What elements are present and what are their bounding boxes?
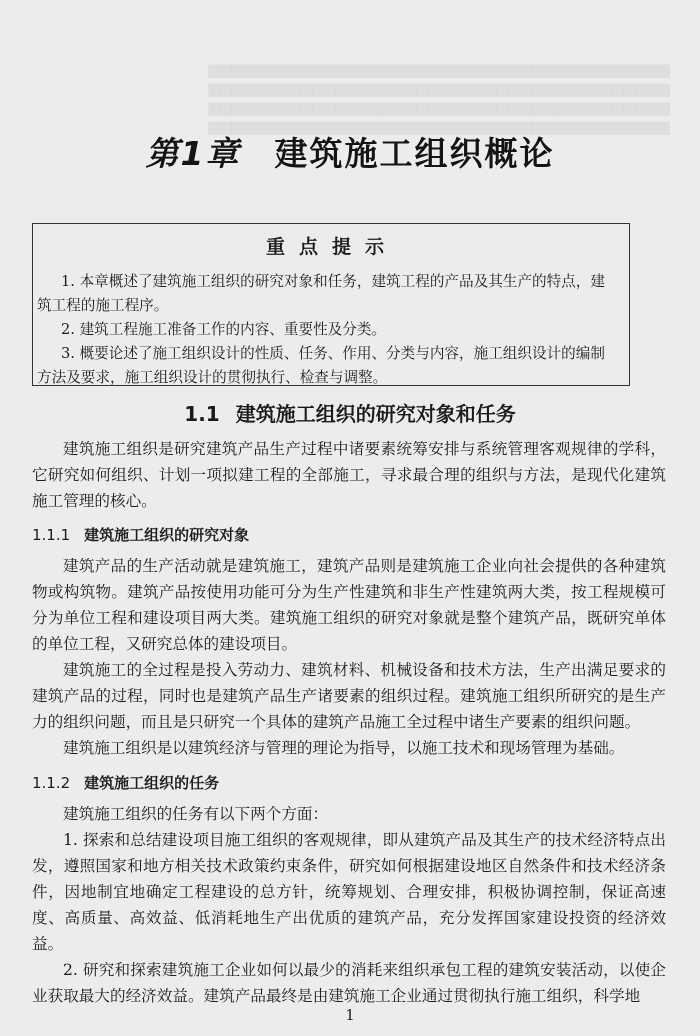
- paragraph: 建筑施工组织是以建筑经济与管理的理论为指导，以施工技术和现场管理为基础。: [63, 739, 625, 757]
- chapter-title: [0, 128, 700, 175]
- bleed-through-texture: ▆▆▆▆▆▆▆▆▆▆▆▆▆▆▆▆▆▆▆▆▆▆▆▆▆▆▆▆▆▆▆▆▆▆▆▆▆▆▆▆ ▆▆▆▆▆▆▆▆▆▆▆▆▆▆▆▆▆▆▆▆▆▆▆▆▆▆▆▆▆▆▆▆▆▆▆▆▆▆▆▆ ▆▆▆▆▆▆▆▆▆▆▆▆▆▆▆▆▆▆▆▆▆▆▆▆▆▆▆▆▆▆▆▆▆▆▆▆▆▆▆▆ ▆▆▆▆▆▆▆▆▆▆▆▆▆▆▆▆▆▆▆▆▆▆▆▆▆▆▆▆▆▆▆▆▆▆▆▆▆▆▆▆: [208, 60, 670, 135]
- subsection-number: 1.1.1: [32, 526, 71, 544]
- keypoints-box: [32, 223, 630, 386]
- section-title: 建筑施工组织的研究对象和任务: [235, 402, 516, 426]
- chapter-number: 第1章: [145, 134, 241, 173]
- keypoints-heading: 重点提示: [265, 236, 398, 258]
- subsection-number: 1.1.2: [32, 774, 71, 792]
- keypoint-item-1: 1. 本章概述了建筑施工组织的研究对象和任务，建筑工程的产品及其生产的特点，建筑工程的施工程序。: [37, 273, 605, 314]
- section-number: 1.1: [184, 402, 220, 426]
- paragraph: 建筑产品的生产活动就是建筑施工，建筑产品则是建筑施工企业向社会提供的各种建筑物或构筑物。建筑产品按使用功能可分为生产性建筑和非生产性建筑两大类，按工程规模可分为单位工程和建设项目两大类。建筑施工组织的研究对象就是整个建筑产品，既研究单体的单位工程，又研究总体的建设项目。: [32, 557, 666, 653]
- keypoint-item-3: 3. 概要论述了施工组织设计的性质、任务、作用、分类与内容，施工组织设计的编制方法及要求，施工组织设计的贯彻执行、检查与调整。: [37, 345, 605, 386]
- paragraph: 建筑施工组织是研究建筑产品生产过程中诸要素统筹安排与系统管理客观规律的学科，它研究如何组织、计划一项拟建工程的全部施工，寻求最合理的组织与方法，是现代化建筑施工管理的核心。: [32, 440, 666, 510]
- paragraph: 建筑施工的全过程是投入劳动力、建筑材料、机械设备和技术方法，生产出满足要求的建筑产品的过程，同时也是建筑产品生产诸要素的组织过程。建筑施工组织所研究的是生产力的组织问题，而且是只研究一个具体的建筑产品施工全过程中诸生产要素的组织问题。: [32, 661, 666, 731]
- paragraph: 1. 探索和总结建设项目施工组织的客观规律，即从建筑产品及其生产的技术经济特点出发，遵照国家和地方相关技术政策约束条件，研究如何根据建设地区自然条件和技术经济条件，因地制宜地确定工程建设的总方针，统筹规划、合理安排，积极协调控制，保证高速度、高质量、高效益、低消耗地生产出优质的建筑产品，充分发挥国家建设投资的经济效益。: [32, 831, 666, 953]
- paragraph: 建筑施工组织的任务有以下两个方面：: [63, 805, 329, 823]
- subsection-title: 建筑施工组织的研究对象: [84, 526, 250, 544]
- page-number: 1: [345, 1006, 355, 1024]
- subsection-heading-1: [32, 524, 249, 545]
- subsection-title: 建筑施工组织的任务: [84, 774, 220, 792]
- paragraph: 2. 研究和探索建筑施工企业如何以最少的消耗来组织承包工程的建筑安装活动，以使企业获取最大的经济效益。建筑产品最终是由建筑施工企业通过贯彻执行施工组织，科学地: [32, 961, 666, 1005]
- keypoint-item-2: 2. 建筑工程施工准备工作的内容、重要性及分类。: [61, 321, 387, 338]
- subsection-heading-2: [32, 772, 219, 793]
- subsection-body-1: [32, 553, 666, 761]
- section-intro: [32, 436, 666, 514]
- subsection-body-2: [32, 801, 666, 1009]
- section-heading: [0, 398, 700, 427]
- chapter-title-text: 建筑施工组织概论: [274, 134, 555, 173]
